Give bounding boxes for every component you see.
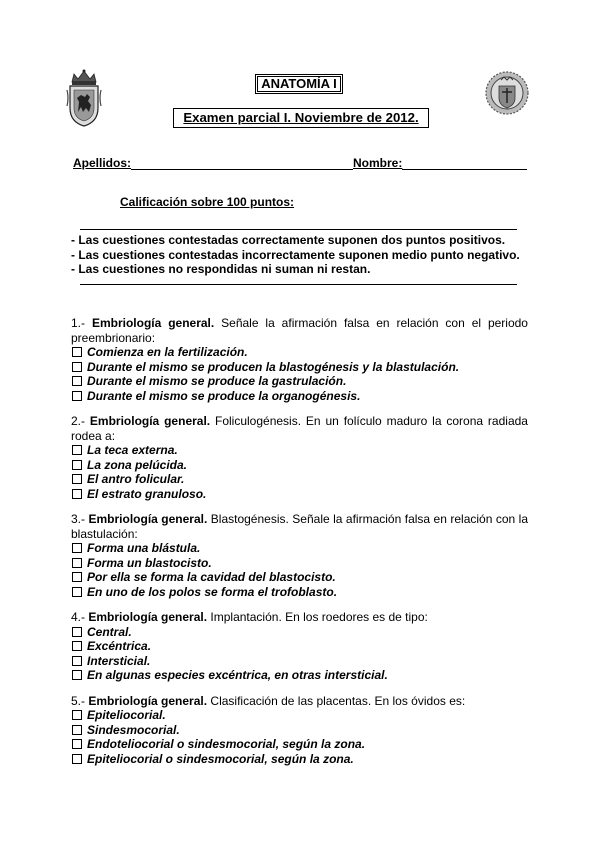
checkbox-icon[interactable]	[72, 725, 82, 735]
divider-bottom	[80, 284, 517, 285]
answer-option[interactable]	[71, 541, 528, 556]
option-text: Epiteliocorial.	[87, 708, 166, 722]
scoring-rule: - Las cuestiones no respondidas ni suman ni restan.	[71, 262, 371, 276]
exam-title: Examen parcial I. Noviembre de 2012.	[173, 108, 429, 128]
option-text: Endoteliocorial o sindesmocorial, según la zona.	[87, 737, 366, 751]
checkbox-icon[interactable]	[72, 347, 82, 357]
question-text: Foliculogénesis. En un folículo maduro la corona radiada rodea a:	[71, 414, 528, 443]
answer-option[interactable]	[71, 443, 528, 458]
checkbox-icon[interactable]	[72, 558, 82, 568]
scoring-rules	[71, 233, 531, 277]
option-text: En uno de los polos se forma el trofoblasto.	[87, 584, 338, 599]
checkbox-icon[interactable]	[72, 572, 82, 582]
answer-option[interactable]	[71, 752, 528, 767]
answer-option[interactable]	[71, 472, 528, 487]
question-topic: Embriología general.	[88, 512, 208, 526]
checkbox-icon[interactable]	[72, 739, 82, 749]
question-stem	[71, 694, 528, 709]
option-text: Durante el mismo se produce la organogénesis.	[87, 388, 361, 403]
checkbox-icon[interactable]	[72, 362, 82, 372]
checkbox-icon[interactable]	[72, 445, 82, 455]
question-number: 5.-	[71, 693, 86, 708]
checkbox-icon[interactable]	[72, 587, 82, 597]
question-number: 3.-	[71, 512, 86, 526]
answer-option[interactable]	[71, 570, 528, 585]
option-text: Intersticial.	[87, 653, 151, 668]
divider-top	[80, 229, 517, 230]
checkbox-icon[interactable]	[72, 641, 82, 651]
option-text: Epiteliocorial o sindesmocorial, según la zona.	[87, 751, 354, 766]
course-title: ANATOMÍA I	[255, 74, 343, 94]
answer-option[interactable]	[71, 723, 528, 738]
checkbox-icon[interactable]	[72, 460, 82, 470]
question-text: Blastogénesis. Señale la afirmación falsa en relación con la blastulación:	[71, 512, 528, 541]
answer-option[interactable]	[71, 345, 528, 360]
question-stem	[71, 610, 528, 625]
question-number: 1.-	[71, 316, 86, 330]
answer-option[interactable]	[71, 668, 528, 683]
answer-option[interactable]	[71, 639, 528, 654]
question-text: Señale la afirmación falsa en relación con el periodo preembrionario:	[71, 316, 528, 345]
option-text: La zona pelúcida.	[87, 457, 188, 472]
answer-option[interactable]	[71, 625, 528, 640]
question	[71, 316, 528, 403]
university-seal-icon	[484, 70, 530, 116]
question-topic: Embriología general.	[88, 610, 208, 624]
answer-option[interactable]	[71, 556, 528, 571]
question	[71, 414, 528, 501]
question-text: Clasificación de las placentas. En los óvidos es:	[210, 693, 466, 708]
option-text: Excéntrica.	[87, 639, 152, 653]
question	[71, 610, 528, 683]
coat-of-arms-icon	[66, 68, 102, 128]
checkbox-icon[interactable]	[72, 656, 82, 666]
question	[71, 694, 528, 767]
score-title: Calificación sobre 100 puntos:	[120, 195, 295, 209]
option-text: Comienza en la fertilización.	[87, 345, 248, 359]
answer-option[interactable]	[71, 374, 528, 389]
checkbox-icon[interactable]	[72, 474, 82, 484]
checkbox-icon[interactable]	[72, 391, 82, 401]
question-number: 4.-	[71, 610, 86, 624]
answer-option[interactable]	[71, 360, 528, 375]
option-text: En algunas especies excéntrica, en otras intersticial.	[87, 668, 388, 682]
question-list	[71, 316, 528, 777]
answer-option[interactable]	[71, 458, 528, 473]
option-text: Forma un blastocisto.	[87, 555, 212, 570]
option-text: Forma una blástula.	[87, 541, 201, 555]
option-text: Por ella se forma la cavidad del blastocisto.	[87, 570, 336, 584]
answer-option[interactable]	[71, 487, 528, 502]
question-topic: Embriología general.	[88, 693, 208, 708]
question-stem	[71, 512, 528, 541]
name-label: Nombre:	[353, 156, 403, 170]
answer-option[interactable]	[71, 737, 528, 752]
answer-option[interactable]	[71, 585, 528, 600]
checkbox-icon[interactable]	[72, 710, 82, 720]
scoring-rule: - Las cuestiones contestadas correctamente suponen dos puntos positivos.	[71, 233, 506, 247]
question-stem	[71, 414, 528, 443]
checkbox-icon[interactable]	[72, 754, 82, 764]
student-info-line	[73, 156, 527, 172]
checkbox-icon[interactable]	[72, 376, 82, 386]
name-underline	[73, 169, 527, 170]
answer-option[interactable]	[71, 389, 528, 404]
question-topic: Embriología general.	[89, 414, 211, 428]
option-text: Central.	[87, 624, 132, 639]
question-number: 2.-	[71, 414, 86, 428]
option-text: Durante el mismo se produce la gastrulación.	[87, 374, 347, 388]
scoring-rule: - Las cuestiones contestadas incorrectamente suponen medio punto negativo.	[71, 247, 520, 262]
option-text: Sindesmocorial.	[87, 722, 180, 737]
surname-label: Apellidos:	[73, 156, 132, 170]
option-text: La teca externa.	[87, 443, 178, 457]
question	[71, 512, 528, 599]
checkbox-icon[interactable]	[72, 627, 82, 637]
answer-option[interactable]	[71, 654, 528, 669]
option-text: Durante el mismo se producen la blastogénesis y la blastulación.	[87, 359, 460, 374]
question-text: Implantación. En los roedores es de tipo:	[210, 610, 428, 624]
question-stem	[71, 316, 528, 345]
option-text: El estrato granuloso.	[87, 486, 207, 501]
answer-option[interactable]	[71, 708, 528, 723]
checkbox-icon[interactable]	[72, 670, 82, 680]
option-text: El antro folicular.	[87, 472, 185, 486]
checkbox-icon[interactable]	[72, 543, 82, 553]
question-topic: Embriología general.	[91, 316, 215, 330]
checkbox-icon[interactable]	[72, 489, 82, 499]
